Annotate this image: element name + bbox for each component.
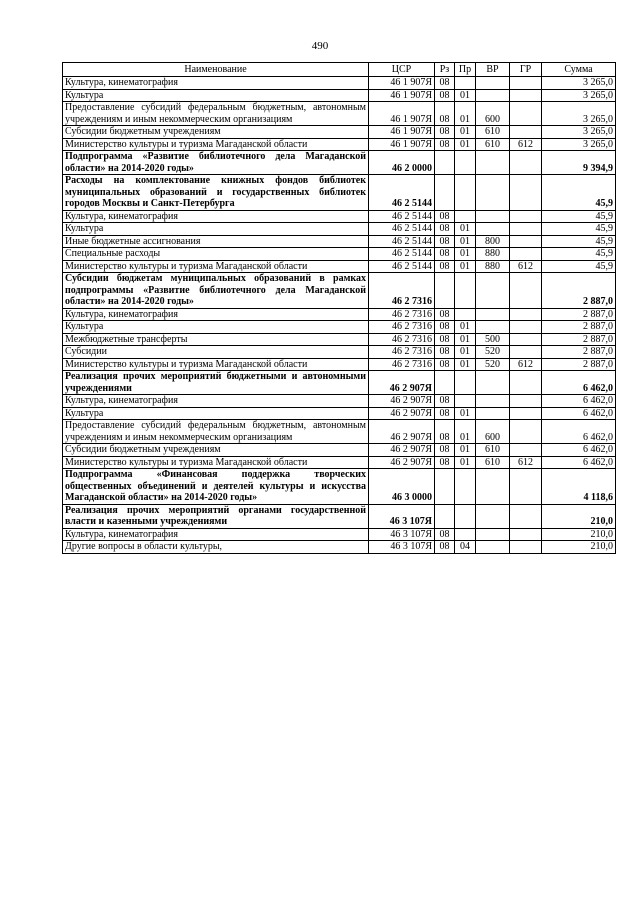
row-csr: 46 2 907Я: [369, 444, 435, 457]
row-vr: 520: [476, 346, 510, 359]
row-csr: 46 2 5144: [369, 235, 435, 248]
row-csr: 46 2 5144: [369, 175, 435, 211]
row-vr: 610: [476, 444, 510, 457]
row-rz: 08: [435, 235, 455, 248]
header-rz: Рз: [435, 63, 455, 77]
row-sum: 210,0: [542, 528, 616, 541]
row-csr: 46 1 907Я: [369, 89, 435, 102]
row-name: Культура: [63, 407, 369, 420]
row-gr: [510, 210, 542, 223]
row-csr: 46 2 907Я: [369, 407, 435, 420]
row-vr: [476, 77, 510, 90]
header-csr: ЦСР: [369, 63, 435, 77]
header-vr: ВР: [476, 63, 510, 77]
row-name: Реализация прочих мероприятий бюджетными и автономными учреждениями: [63, 371, 369, 395]
row-pr: 01: [455, 138, 476, 151]
row-pr: 01: [455, 407, 476, 420]
row-name: Субсидии бюджетным учреждениям: [63, 126, 369, 139]
row-rz: 08: [435, 321, 455, 334]
row-name: Реализация прочих мероприятий органами государственной власти и казенными учреждениями: [63, 504, 369, 528]
row-name: Культура, кинематография: [63, 77, 369, 90]
header-pr: Пр: [455, 63, 476, 77]
row-csr: 46 2 7316: [369, 358, 435, 371]
row-pr: 01: [455, 248, 476, 261]
row-rz: 08: [435, 77, 455, 90]
table-row: [63, 444, 616, 457]
row-name: Культура, кинематография: [63, 395, 369, 408]
row-csr: 46 2 907Я: [369, 395, 435, 408]
row-name: Субсидии бюджетам муниципальных образований в рамках подпрограммы «Развитие библиотечного дела Магаданской области» на 2014-2020 годы»: [63, 273, 369, 309]
row-sum: 45,9: [542, 223, 616, 236]
row-name: Культура: [63, 321, 369, 334]
row-rz: 08: [435, 444, 455, 457]
row-vr: [476, 541, 510, 554]
row-sum: 6 462,0: [542, 456, 616, 469]
table-row: [63, 102, 616, 126]
row-sum: 9 394,9: [542, 151, 616, 175]
table-row: [63, 138, 616, 151]
row-sum: 45,9: [542, 235, 616, 248]
row-sum: 2 887,0: [542, 333, 616, 346]
row-vr: 800: [476, 235, 510, 248]
row-csr: 46 2 7316: [369, 321, 435, 334]
row-gr: [510, 223, 542, 236]
row-vr: 520: [476, 358, 510, 371]
row-sum: 6 462,0: [542, 420, 616, 444]
row-vr: [476, 89, 510, 102]
row-pr: [455, 371, 476, 395]
row-sum: 45,9: [542, 175, 616, 211]
row-pr: [455, 469, 476, 505]
row-rz: 08: [435, 126, 455, 139]
row-csr: 46 2 5144: [369, 223, 435, 236]
row-sum: 6 462,0: [542, 444, 616, 457]
row-vr: [476, 528, 510, 541]
row-rz: 08: [435, 138, 455, 151]
row-csr: 46 1 907Я: [369, 102, 435, 126]
row-name: Культура, кинематография: [63, 528, 369, 541]
row-csr: 46 3 0000: [369, 469, 435, 505]
row-pr: 01: [455, 89, 476, 102]
row-name: Предоставление субсидий федеральным бюджетным, автономным учреждениям и иным некоммерческим организациям: [63, 102, 369, 126]
table-row: [63, 273, 616, 309]
row-pr: [455, 210, 476, 223]
table-body: [63, 77, 616, 554]
row-gr: [510, 469, 542, 505]
row-sum: 3 265,0: [542, 77, 616, 90]
row-gr: [510, 308, 542, 321]
row-csr: 46 1 907Я: [369, 138, 435, 151]
row-gr: [510, 89, 542, 102]
table-row: [63, 151, 616, 175]
row-sum: 2 887,0: [542, 346, 616, 359]
row-gr: [510, 407, 542, 420]
row-sum: 210,0: [542, 504, 616, 528]
row-rz: [435, 151, 455, 175]
row-gr: [510, 346, 542, 359]
row-csr: 46 3 107Я: [369, 541, 435, 554]
row-pr: 01: [455, 102, 476, 126]
table-row: [63, 333, 616, 346]
row-name: Субсидии бюджетным учреждениям: [63, 444, 369, 457]
row-pr: [455, 175, 476, 211]
row-rz: [435, 273, 455, 309]
row-gr: [510, 371, 542, 395]
header-sum: Сумма: [542, 63, 616, 77]
row-csr: 46 2 907Я: [369, 456, 435, 469]
row-name: Министерство культуры и туризма Магаданской области: [63, 138, 369, 151]
row-rz: [435, 504, 455, 528]
row-sum: 2 887,0: [542, 308, 616, 321]
row-sum: 210,0: [542, 541, 616, 554]
row-vr: [476, 504, 510, 528]
row-vr: 500: [476, 333, 510, 346]
row-pr: [455, 77, 476, 90]
table-row: [63, 456, 616, 469]
row-sum: 2 887,0: [542, 321, 616, 334]
row-vr: 600: [476, 102, 510, 126]
table-row: [63, 308, 616, 321]
row-rz: [435, 371, 455, 395]
row-pr: 01: [455, 126, 476, 139]
row-sum: 3 265,0: [542, 102, 616, 126]
row-gr: [510, 175, 542, 211]
row-gr: [510, 151, 542, 175]
row-pr: [455, 395, 476, 408]
row-gr: [510, 248, 542, 261]
row-pr: [455, 273, 476, 309]
row-vr: 610: [476, 138, 510, 151]
row-csr: 46 2 907Я: [369, 420, 435, 444]
row-csr: 46 3 107Я: [369, 504, 435, 528]
row-csr: 46 2 7316: [369, 333, 435, 346]
table-row: [63, 358, 616, 371]
table-row: [63, 223, 616, 236]
row-sum: 6 462,0: [542, 371, 616, 395]
row-sum: 2 887,0: [542, 273, 616, 309]
row-sum: 45,9: [542, 210, 616, 223]
row-rz: 08: [435, 541, 455, 554]
row-csr: 46 2 5144: [369, 210, 435, 223]
row-sum: 3 265,0: [542, 126, 616, 139]
row-name: Министерство культуры и туризма Магаданской области: [63, 456, 369, 469]
table-row: [63, 248, 616, 261]
row-csr: 46 1 907Я: [369, 77, 435, 90]
row-sum: 6 462,0: [542, 407, 616, 420]
row-vr: [476, 210, 510, 223]
table-row: [63, 321, 616, 334]
row-rz: [435, 469, 455, 505]
row-name: Культура, кинематография: [63, 210, 369, 223]
row-pr: 01: [455, 358, 476, 371]
row-gr: [510, 126, 542, 139]
row-gr: 612: [510, 260, 542, 273]
row-csr: 46 2 907Я: [369, 371, 435, 395]
row-vr: 880: [476, 260, 510, 273]
row-vr: [476, 151, 510, 175]
table-row: [63, 235, 616, 248]
row-gr: [510, 273, 542, 309]
row-gr: [510, 77, 542, 90]
row-pr: 01: [455, 223, 476, 236]
row-rz: 08: [435, 89, 455, 102]
row-pr: [455, 504, 476, 528]
row-gr: 612: [510, 358, 542, 371]
row-name: Межбюджетные трансферты: [63, 333, 369, 346]
row-pr: [455, 308, 476, 321]
row-rz: 08: [435, 395, 455, 408]
row-sum: 45,9: [542, 248, 616, 261]
row-gr: [510, 420, 542, 444]
row-rz: 08: [435, 210, 455, 223]
page-number: 490: [311, 40, 329, 52]
row-pr: 01: [455, 321, 476, 334]
row-rz: 08: [435, 407, 455, 420]
row-name: Культура, кинематография: [63, 308, 369, 321]
row-rz: [435, 175, 455, 211]
table-row: [63, 77, 616, 90]
row-vr: [476, 273, 510, 309]
row-vr: [476, 371, 510, 395]
row-csr: 46 2 7316: [369, 273, 435, 309]
row-pr: [455, 528, 476, 541]
table-row: [63, 89, 616, 102]
row-rz: 08: [435, 333, 455, 346]
row-gr: [510, 444, 542, 457]
table-row: [63, 407, 616, 420]
table-row: [63, 420, 616, 444]
row-pr: 01: [455, 346, 476, 359]
row-rz: 08: [435, 223, 455, 236]
row-rz: 08: [435, 528, 455, 541]
row-gr: [510, 321, 542, 334]
row-sum: 2 887,0: [542, 358, 616, 371]
table-row: [63, 541, 616, 554]
row-vr: 610: [476, 456, 510, 469]
row-rz: 08: [435, 420, 455, 444]
row-rz: 08: [435, 102, 455, 126]
row-rz: 08: [435, 456, 455, 469]
row-gr: [510, 504, 542, 528]
row-pr: [455, 151, 476, 175]
row-rz: 08: [435, 248, 455, 261]
table-row: [63, 210, 616, 223]
row-gr: 612: [510, 456, 542, 469]
header-name: Наименование: [63, 63, 369, 77]
row-name: Министерство культуры и туризма Магаданской области: [63, 358, 369, 371]
row-pr: 04: [455, 541, 476, 554]
row-pr: 01: [455, 444, 476, 457]
row-gr: [510, 395, 542, 408]
row-gr: [510, 528, 542, 541]
row-csr: 46 2 7316: [369, 346, 435, 359]
row-csr: 46 2 7316: [369, 308, 435, 321]
row-rz: 08: [435, 308, 455, 321]
table-row: [63, 469, 616, 505]
row-vr: 600: [476, 420, 510, 444]
row-name: Субсидии: [63, 346, 369, 359]
row-vr: [476, 469, 510, 505]
row-vr: [476, 395, 510, 408]
row-vr: [476, 223, 510, 236]
row-gr: [510, 102, 542, 126]
header-gr: ГР: [510, 63, 542, 77]
row-name: Предоставление субсидий федеральным бюджетным, автономным учреждениям и иным некоммерческим организациям: [63, 420, 369, 444]
row-pr: 01: [455, 235, 476, 248]
row-vr: 880: [476, 248, 510, 261]
row-pr: 01: [455, 420, 476, 444]
row-sum: 4 118,6: [542, 469, 616, 505]
table-row: [63, 175, 616, 211]
row-pr: 01: [455, 456, 476, 469]
row-vr: [476, 321, 510, 334]
row-sum: 45,9: [542, 260, 616, 273]
budget-table: [62, 62, 616, 554]
row-name: Другие вопросы в области культуры,: [63, 541, 369, 554]
table-row: [63, 126, 616, 139]
row-gr: 612: [510, 138, 542, 151]
row-sum: 6 462,0: [542, 395, 616, 408]
table-row: [63, 528, 616, 541]
row-gr: [510, 541, 542, 554]
row-csr: 46 3 107Я: [369, 528, 435, 541]
row-name: Культура: [63, 89, 369, 102]
row-csr: 46 2 5144: [369, 260, 435, 273]
row-name: Культура: [63, 223, 369, 236]
row-name: Расходы на комплектование книжных фондов библиотек муниципальных образований и государственных библиотек городов Москвы и Санкт-Петербурга: [63, 175, 369, 211]
table-row: [63, 395, 616, 408]
table-row: [63, 260, 616, 273]
row-sum: 3 265,0: [542, 89, 616, 102]
row-gr: [510, 333, 542, 346]
row-rz: 08: [435, 260, 455, 273]
row-vr: 610: [476, 126, 510, 139]
row-pr: 01: [455, 333, 476, 346]
row-csr: 46 2 5144: [369, 248, 435, 261]
row-gr: [510, 235, 542, 248]
row-csr: 46 1 907Я: [369, 126, 435, 139]
header-row: [63, 63, 616, 77]
row-pr: 01: [455, 260, 476, 273]
row-name: Иные бюджетные ассигнования: [63, 235, 369, 248]
row-name: Подпрограмма «Развитие библиотечного дела Магаданской области» на 2014-2020 годы»: [63, 151, 369, 175]
row-vr: [476, 308, 510, 321]
row-name: Специальные расходы: [63, 248, 369, 261]
row-csr: 46 2 0000: [369, 151, 435, 175]
row-vr: [476, 175, 510, 211]
row-vr: [476, 407, 510, 420]
table-row: [63, 371, 616, 395]
row-rz: 08: [435, 346, 455, 359]
row-name: Подпрограмма «Финансовая поддержка творческих общественных объединений и деятелей культуры и искусства Магаданской области» на 2014-2020 годы»: [63, 469, 369, 505]
row-sum: 3 265,0: [542, 138, 616, 151]
table-row: [63, 504, 616, 528]
row-name: Министерство культуры и туризма Магаданской области: [63, 260, 369, 273]
table-row: [63, 346, 616, 359]
row-rz: 08: [435, 358, 455, 371]
